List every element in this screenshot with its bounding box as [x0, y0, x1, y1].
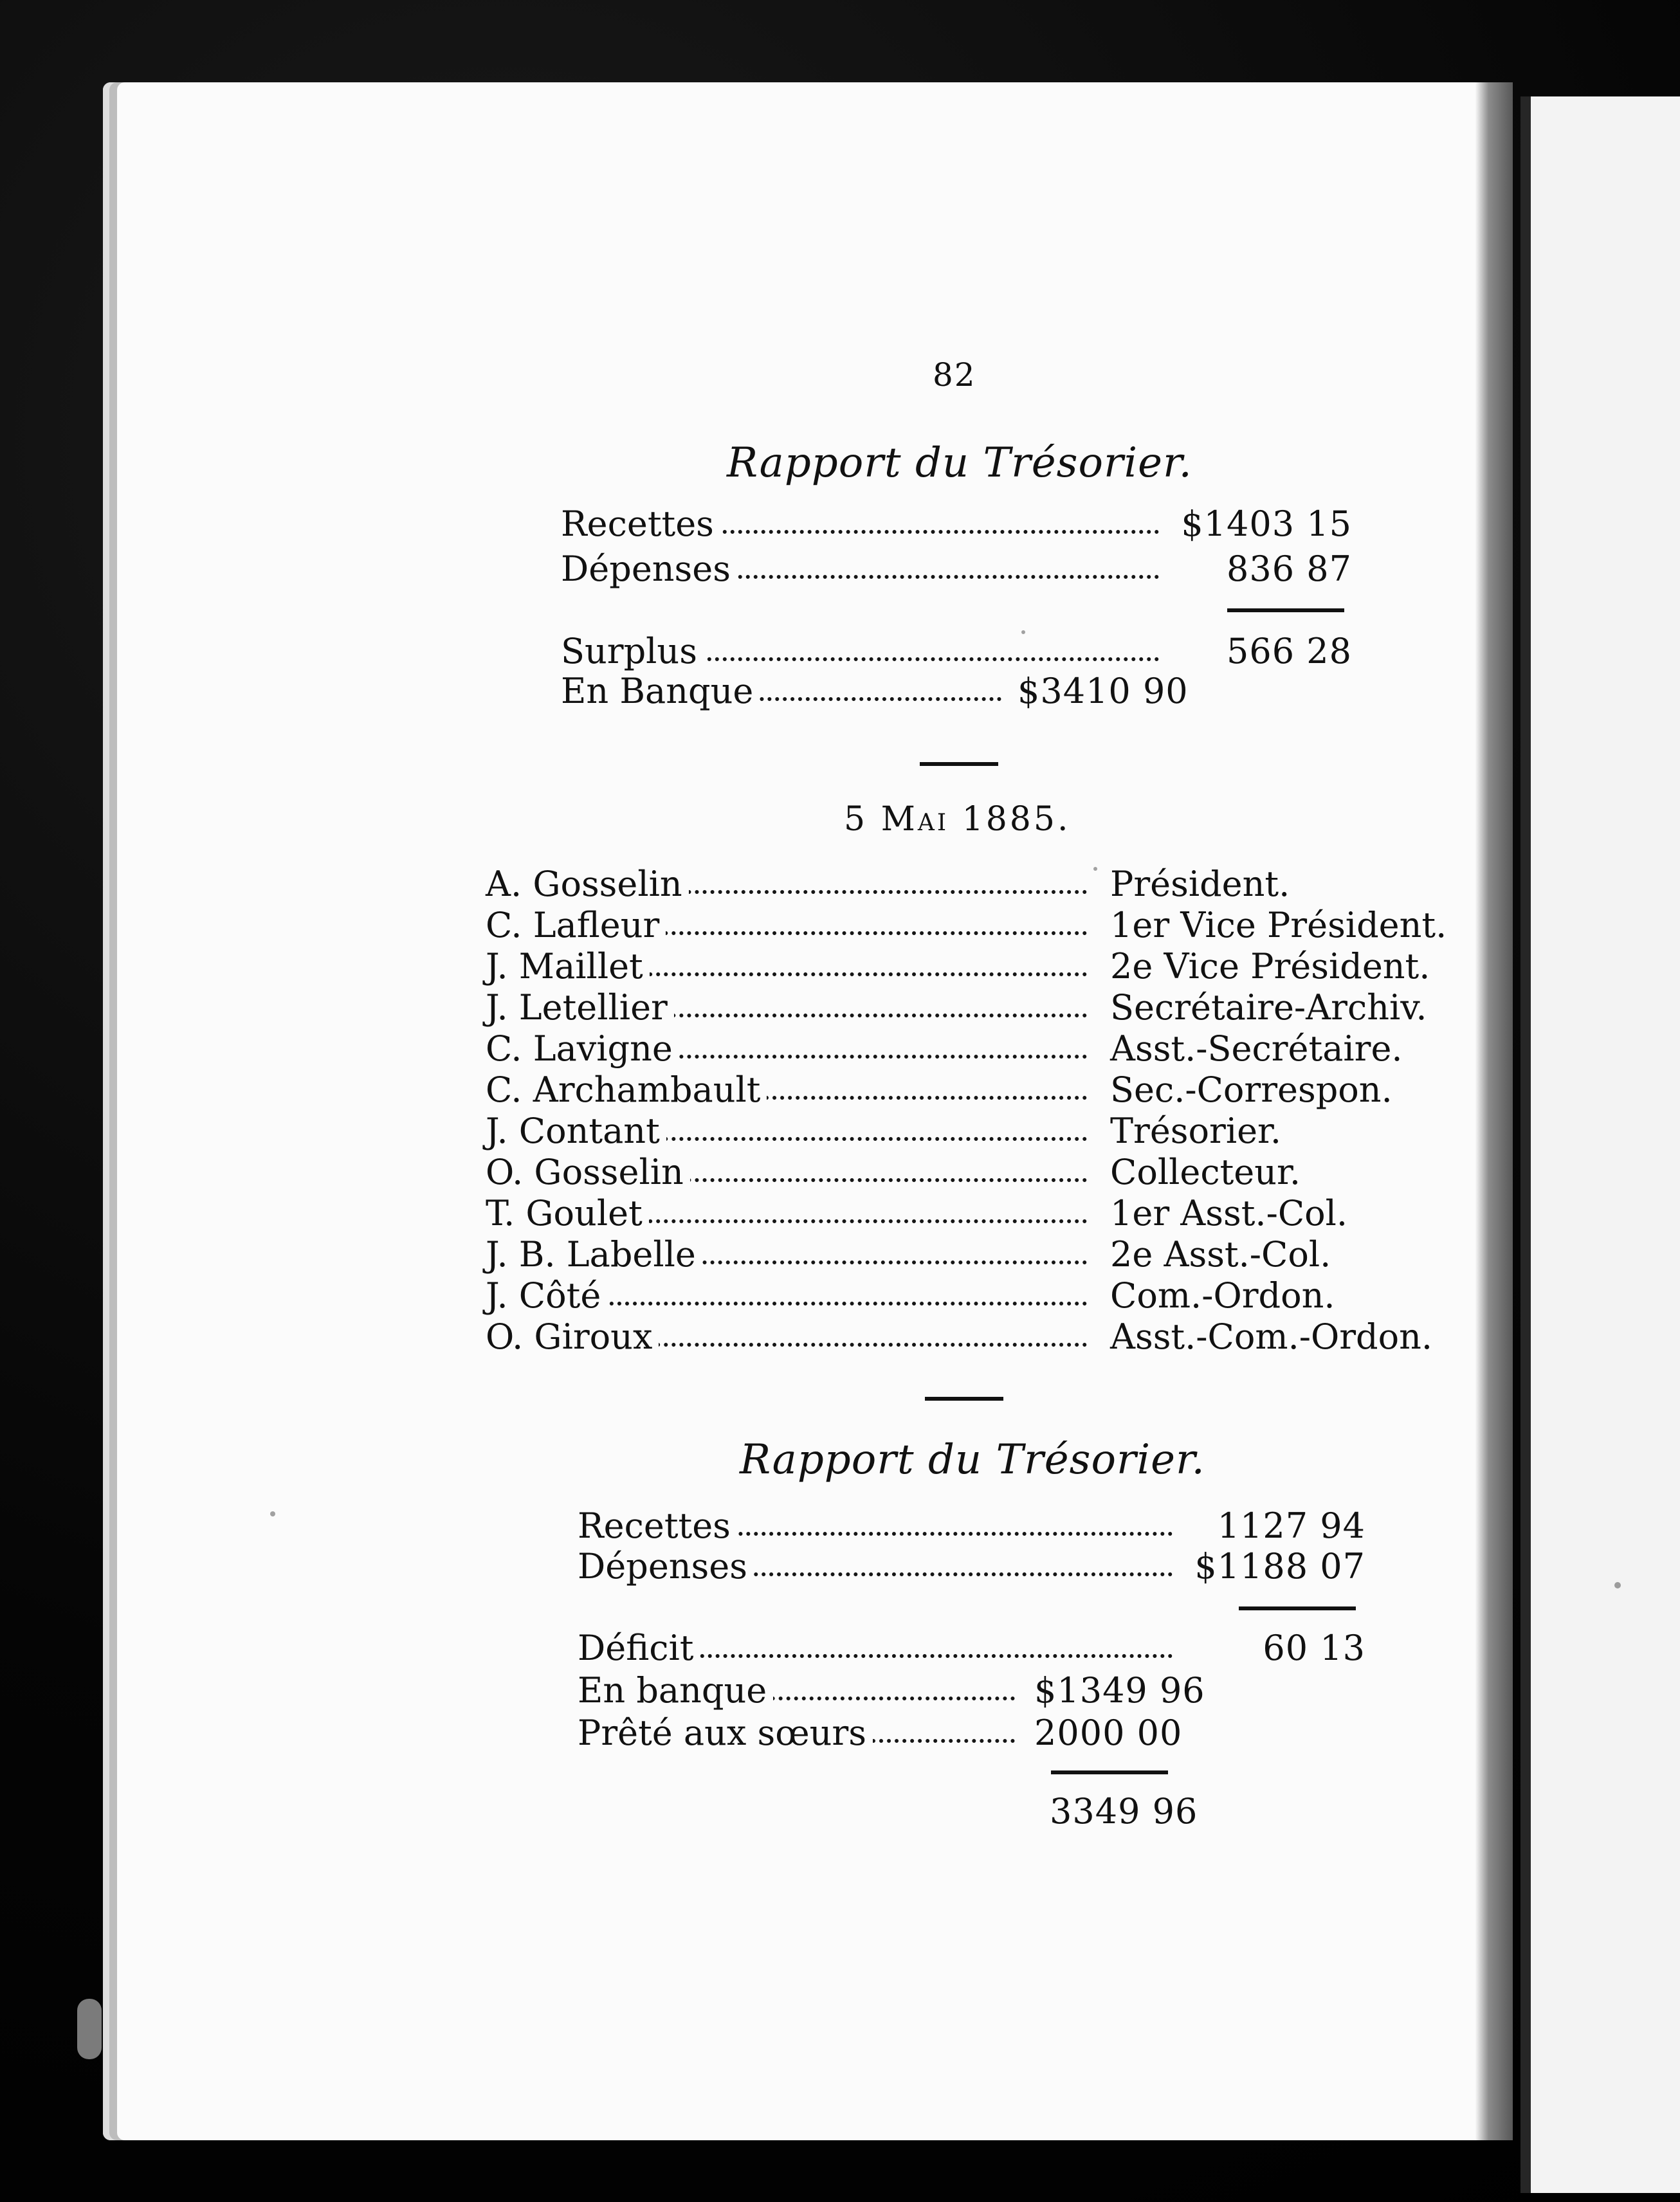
- scan-speck: [270, 1511, 275, 1516]
- ledger-label: En Banque: [561, 674, 760, 709]
- ledger-label: Prêté aux sœurs: [578, 1716, 873, 1751]
- officer-row-assistant-commissioner-orderly: [486, 1316, 1438, 1361]
- bank-total-rule: [1051, 1770, 1168, 1774]
- ledger-amount: $1349 96: [1028, 1673, 1205, 1708]
- scan-speck: [1093, 867, 1097, 871]
- first-treasurer-report-title: Rapport du Trésorier.: [727, 439, 1192, 487]
- ledger-row-en-banque: [578, 1670, 1365, 1716]
- second-treasurer-report-title: Rapport du Trésorier.: [740, 1436, 1205, 1484]
- scan-speck: [1614, 1582, 1621, 1588]
- officer-title: Asst.-Com.-Ordon.: [1106, 1320, 1432, 1354]
- ledger-row-depenses: [561, 549, 1352, 594]
- scan-damage-mark: [77, 1999, 102, 2059]
- ledger-amount: 1127 94: [1211, 1509, 1365, 1543]
- officer-name: A. Gosselin: [486, 867, 689, 902]
- officer-title: Secrétaire-Archiv.: [1106, 990, 1427, 1025]
- section-divider: [925, 1397, 1003, 1401]
- officer-title: 2e Vice Président.: [1106, 949, 1430, 984]
- ledger-amount: $1188 07: [1188, 1549, 1365, 1584]
- ledger-row-deficit: [578, 1628, 1365, 1673]
- officer-name: J. B. Labelle: [486, 1237, 702, 1272]
- officer-name: T. Goulet: [486, 1196, 649, 1231]
- officer-title: Trésorier.: [1106, 1114, 1281, 1149]
- ledger-row-recettes: [561, 504, 1352, 549]
- officer-row-corresponding-secretary: [486, 1069, 1438, 1114]
- officer-row-second-assistant-collector: [486, 1234, 1438, 1278]
- ledger-label: Recettes: [578, 1509, 737, 1543]
- ledger-row-en-banque: [561, 671, 1352, 716]
- ledger-label: Dépenses: [561, 552, 737, 587]
- second-treasurer-ledger: [578, 1506, 1365, 1824]
- officer-row-secretary-archivist: [486, 987, 1438, 1032]
- ledger-label: Déficit: [578, 1631, 700, 1666]
- officer-title: Président.: [1106, 867, 1290, 902]
- officer-name: C. Archambault: [486, 1073, 767, 1107]
- ledger-amount: 60 13: [1256, 1631, 1365, 1666]
- officer-list: [486, 864, 1447, 1361]
- officer-row-second-vice-president: [486, 946, 1438, 990]
- officer-name: J. Letellier: [486, 990, 674, 1025]
- document-page: [103, 82, 1505, 2140]
- ledger-amount: 2000 00: [1028, 1716, 1182, 1751]
- officer-name: J. Contant: [486, 1114, 666, 1149]
- ledger-amount: $3410 90: [1011, 674, 1189, 709]
- officer-title: Sec.-Correspon.: [1106, 1073, 1392, 1107]
- page-content: [103, 82, 1505, 2140]
- officer-title: 2e Asst.-Col.: [1106, 1237, 1331, 1272]
- officer-name: J. Côté: [486, 1278, 607, 1313]
- officer-name: C. Lafleur: [486, 908, 666, 943]
- scan-speck: [1021, 630, 1025, 634]
- officer-name: O. Gosselin: [486, 1155, 690, 1190]
- officer-title: 1er Vice Président.: [1106, 908, 1447, 943]
- first-report-total-rule: [1227, 608, 1344, 612]
- second-report-total-rule: [1239, 1606, 1356, 1610]
- officer-row-treasurer: [486, 1111, 1438, 1155]
- bank-and-loan-total: 3349 96: [1050, 1791, 1198, 1832]
- page-number: 82: [933, 356, 976, 394]
- first-treasurer-ledger: [561, 504, 1352, 719]
- officer-name: J. Maillet: [486, 949, 650, 984]
- ledger-label: Recettes: [561, 507, 720, 541]
- officer-title: Com.-Ordon.: [1106, 1278, 1335, 1313]
- officer-row-first-vice-president: [486, 905, 1447, 949]
- officer-row-first-assistant-collector: [486, 1193, 1438, 1237]
- officer-row-collector: [486, 1152, 1438, 1196]
- ledger-amount: $1403 15: [1174, 507, 1352, 541]
- ledger-row-recettes: [578, 1506, 1365, 1551]
- officer-name: O. Giroux: [486, 1320, 659, 1354]
- officer-row-president: [486, 864, 1438, 908]
- ledger-row-depenses: [578, 1546, 1365, 1592]
- ledger-label: En banque: [578, 1673, 773, 1708]
- meeting-date: 5 Mai 1885.: [844, 800, 1071, 839]
- officer-title: 1er Asst.-Col.: [1106, 1196, 1347, 1231]
- ledger-amount: 836 87: [1220, 552, 1352, 587]
- officer-row-assistant-secretary: [486, 1028, 1438, 1073]
- section-divider: [920, 762, 998, 766]
- officer-row-commissioner-orderly: [486, 1275, 1438, 1320]
- ledger-row-prete-aux-soeurs: [578, 1713, 1365, 1758]
- ledger-label: Surplus: [561, 634, 704, 669]
- officer-title: Collecteur.: [1106, 1155, 1301, 1190]
- ledger-amount: 566 28: [1220, 634, 1352, 669]
- officer-title: Asst.-Secrétaire.: [1106, 1032, 1403, 1066]
- officer-name: C. Lavigne: [486, 1032, 679, 1066]
- ledger-label: Dépenses: [578, 1549, 754, 1584]
- facing-page-edge: [1520, 96, 1680, 2193]
